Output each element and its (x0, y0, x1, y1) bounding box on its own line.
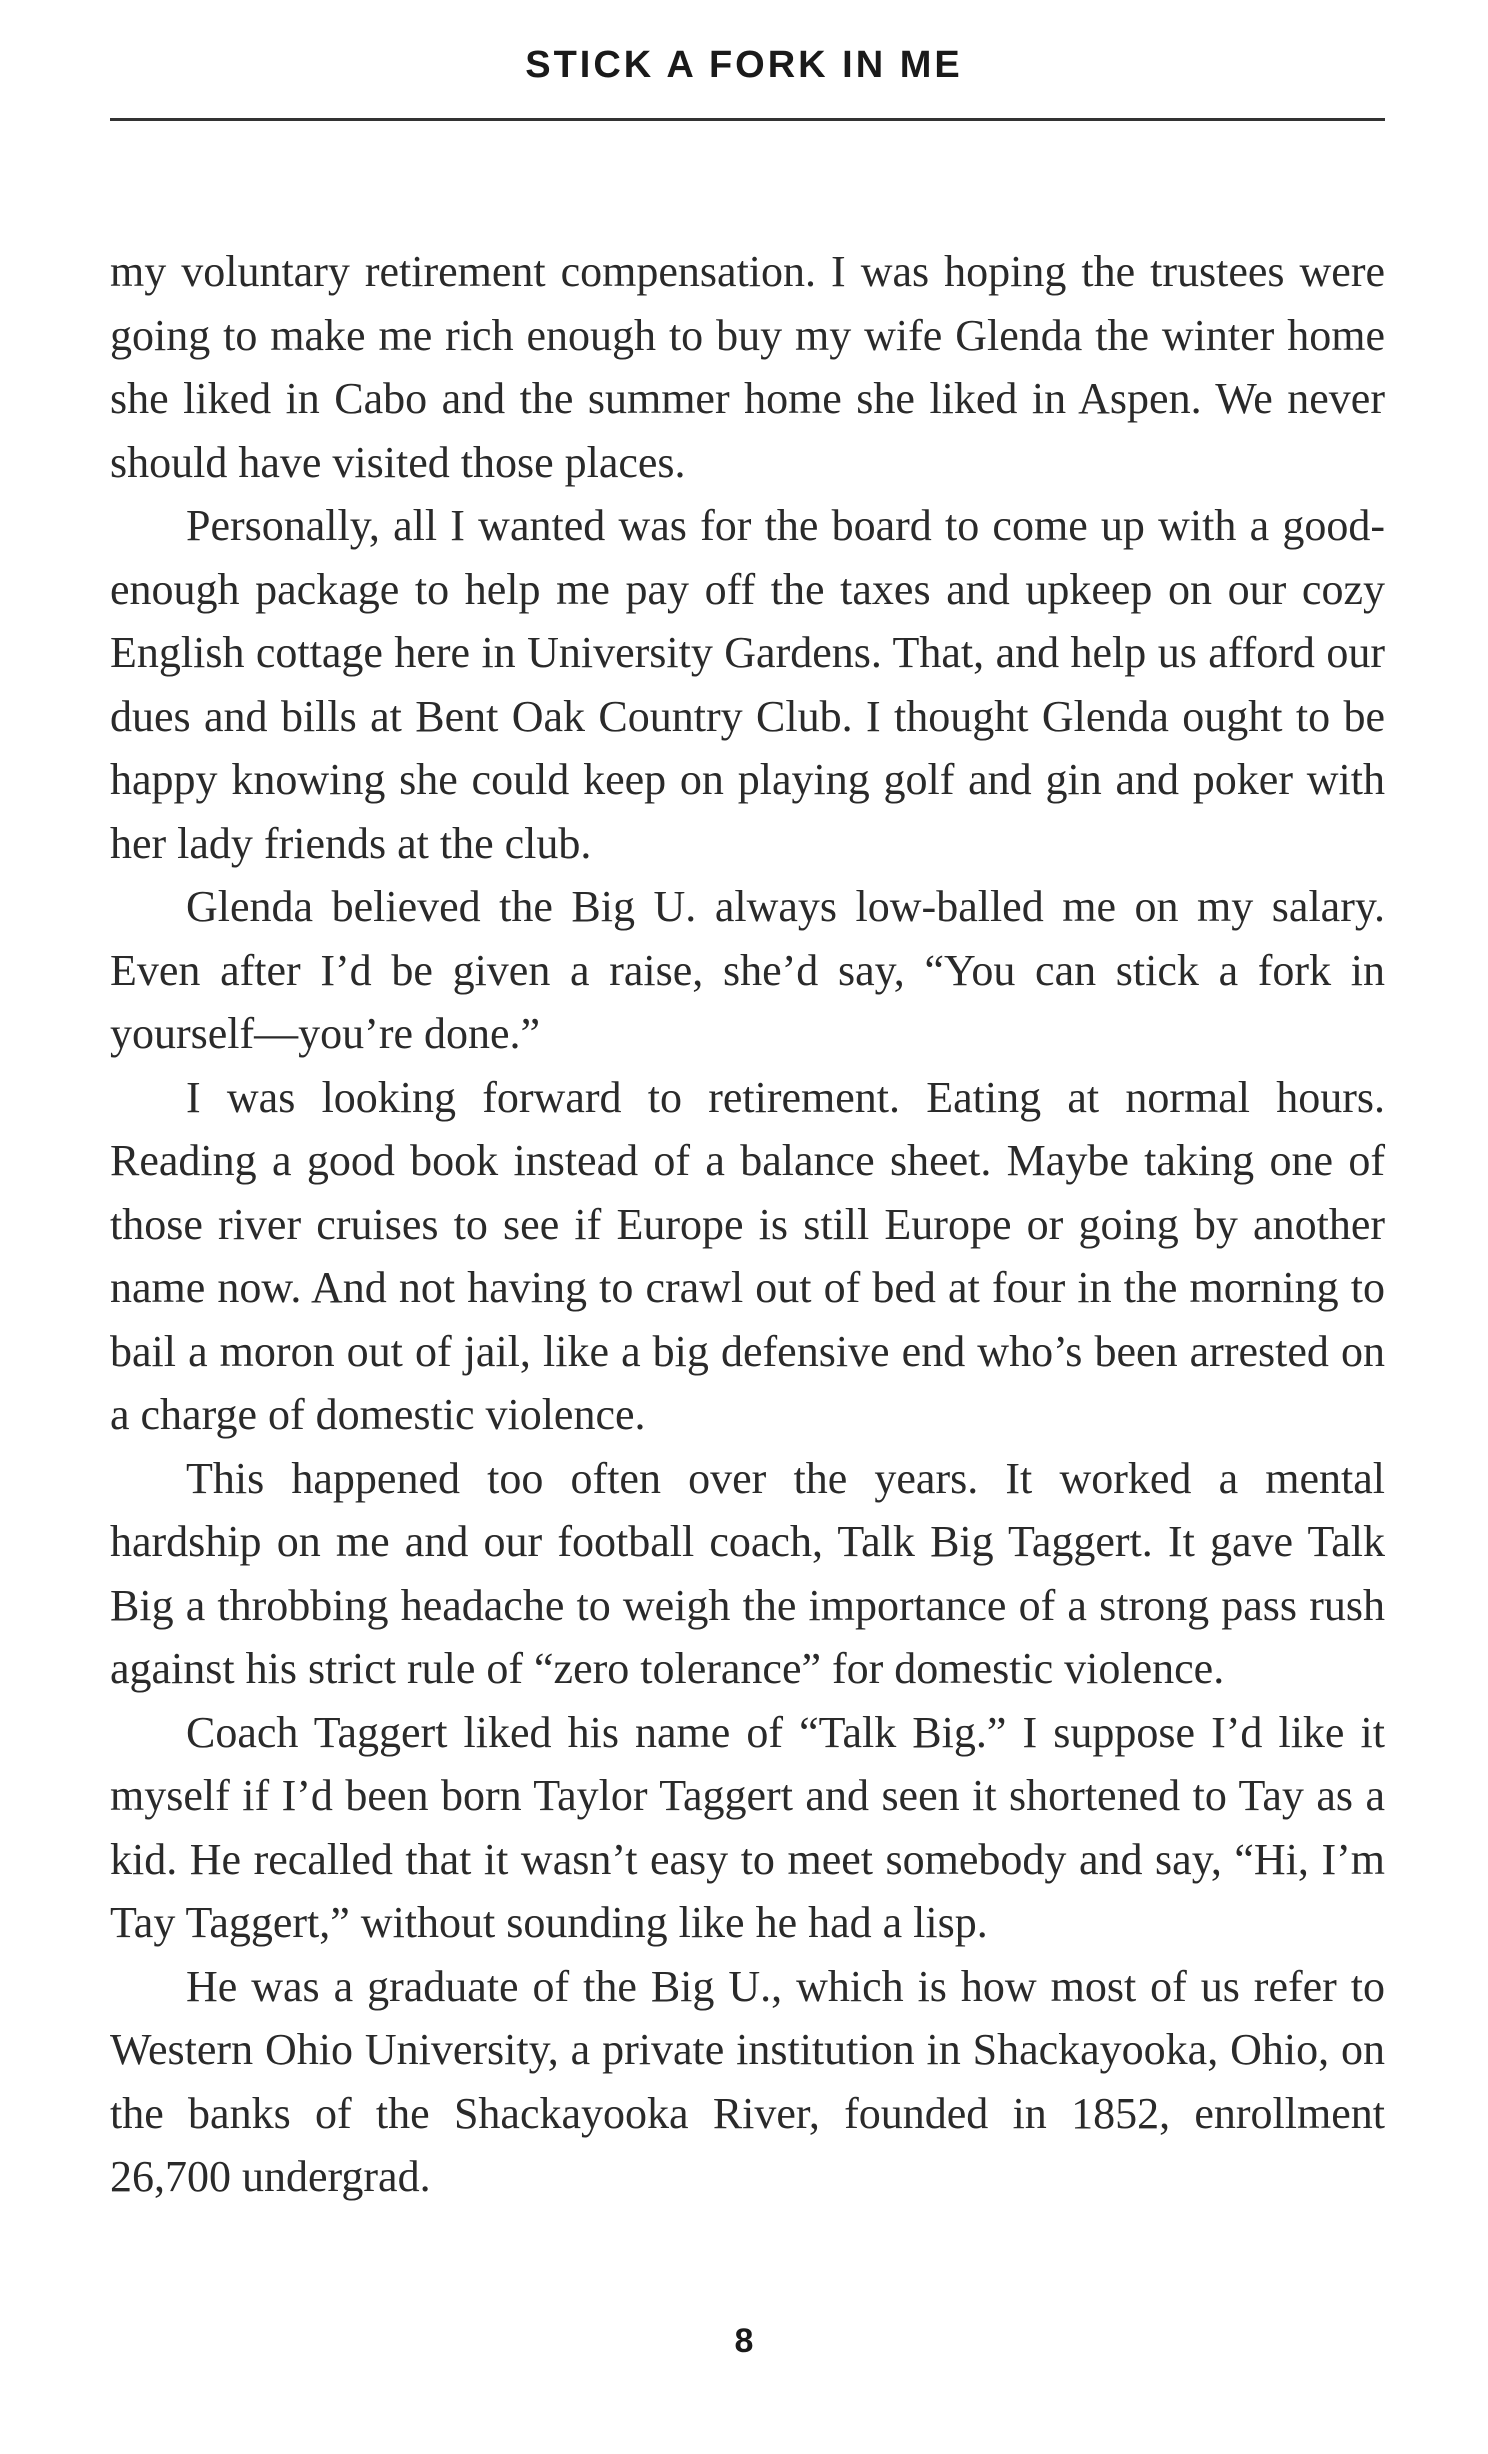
paragraph-1: my voluntary retirement compensation. I was hoping the trustees were going to make me rich enough to buy my wife Glenda the winter home she liked in Cabo and the summer home she liked in Aspen. We never should have visited those places. (110, 247, 1385, 487)
page-number: 8 (734, 2322, 754, 2360)
paragraph-7: He was a graduate of the Big U., which is how most of us refer to Western Ohio University, a private institution in Shackayooka, Ohio, on the banks of the Shackayooka River, founded in 1852, enrollment 26,700 undergrad. (110, 1961, 1385, 2201)
header-rule (110, 118, 1385, 121)
paragraph-2: Personally, all I wanted was for the board to come up with a good-enough package to help me pay off the taxes and upkeep on our cozy English cottage here in University Gardens. That, and help us afford our dues and bills at Bent Oak Country Club. I thought Glenda ought to be happy knowing she could keep on playing golf and gin and poker with her lady friends at the club. (110, 501, 1385, 868)
running-header: STICK A FORK IN ME (525, 44, 963, 86)
paragraph-6: Coach Taggert liked his name of “Talk Big.” I suppose I’d like it myself if I’d been born Taylor Taggert and seen it shortened to Tay as a kid. He recalled that it wasn’t easy to meet somebody and say, “Hi, I’m Tay Taggert,” without sounding like he had a lisp. (110, 1707, 1385, 1947)
body-text (110, 240, 1385, 2209)
paragraph-5: This happened too often over the years. It worked a mental hardship on me and our football coach, Talk Big Taggert. It gave Talk Big a throbbing headache to weigh the importance of a strong pass rush against his strict rule of “zero tolerance” for domestic violence. (110, 1453, 1385, 1693)
paragraph-3: Glenda believed the Big U. always low-balled me on my salary. Even after I’d be given a raise, she’d say, “You can stick a fork in yourself—you’re done.” (110, 882, 1385, 1058)
paragraph-4: I was looking forward to retirement. Eating at normal hours. Reading a good book instead of a balance sheet. Maybe taking one of those river cruises to see if Europe is still Europe or going by another name now. And not having to crawl out of bed at four in the morning to bail a moron out of jail, like a big defensive end who’s been arrested on a charge of domestic violence. (110, 1072, 1385, 1439)
